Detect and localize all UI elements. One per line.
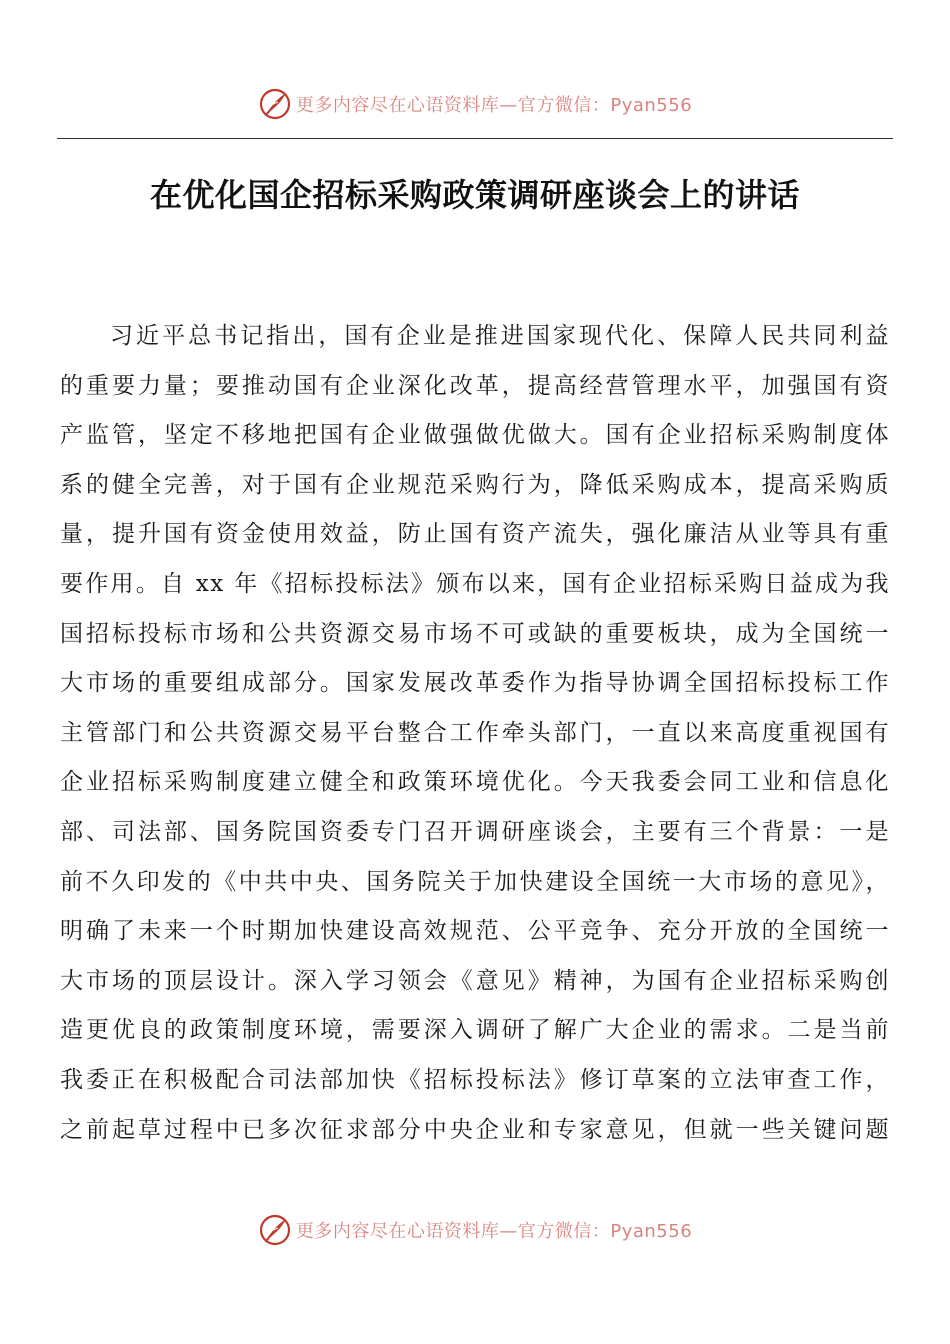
document-title: 在优化国企招标采购政策调研座谈会上的讲话 [149, 176, 800, 214]
body-line: 大市场的重要组成部分。国家发展改革委作为指导协调全国招标投标工作 [60, 670, 890, 697]
header-divider [57, 138, 893, 139]
body-line: 我委正在积极配合司法部加快《招标投标法》修订草案的立法审查工作， [60, 1066, 890, 1093]
footer-banner [0, 1210, 950, 1250]
document-body [60, 312, 890, 1155]
footer-banner-text: 更多内容尽在心语资料库—官方微信：Pyan556 [295, 1221, 693, 1242]
body-line: 国招标投标市场和公共资源交易市场不可或缺的重要板块，成为全国统一 [60, 620, 890, 647]
body-line: 量，提升国有资金使用效益，防止国有资产流失，强化廉洁从业等具有重 [60, 521, 890, 548]
body-line: 的重要力量；要推动国有企业深化改革，提高经营管理水平，加强国有资 [60, 372, 890, 399]
body-line: 系的健全完善，对于国有企业规范采购行为，降低采购成本，提高采购质 [60, 471, 890, 498]
header-banner [0, 84, 950, 124]
body-line: 主管部门和公共资源交易平台整合工作牵头部门，一直以来高度重视国有 [60, 719, 890, 746]
body-line: 要作用。自 xx 年《招标投标法》颁布以来，国有企业招标采购日益成为我 [60, 570, 890, 597]
body-line: 大市场的顶层设计。深入学习领会《意见》精神，为国有企业招标采购创 [60, 967, 890, 994]
quill-logo-icon [258, 1213, 292, 1247]
body-line: 前不久印发的《中共中央、国务院关于加快建设全国统一大市场的意见》， [60, 868, 890, 895]
body-line: 部、司法部、国务院国资委专门召开调研座谈会，主要有三个背景：一是 [60, 818, 890, 845]
body-line: 明确了未来一个时期加快建设高效规范、公平竞争、充分开放的全国统一 [60, 918, 890, 945]
body-line: 造更优良的政策制度环境，需要深入调研了解广大企业的需求。二是当前 [60, 1017, 890, 1044]
quill-logo-icon [258, 87, 292, 121]
body-line: 企业招标采购制度建立健全和政策环境优化。今天我委会同工业和信息化 [60, 769, 890, 796]
body-line: 产监管，坚定不移地把国有企业做强做优做大。国有企业招标采购制度体 [60, 422, 890, 449]
header-banner-text: 更多内容尽在心语资料库—官方微信：Pyan556 [295, 95, 693, 116]
body-line: 之前起草过程中已多次征求部分中央企业和专家意见，但就一些关键问题 [60, 1116, 890, 1143]
body-line: 习近平总书记指出，国有企业是推进国家现代化、保障人民共同利益 [110, 323, 890, 349]
